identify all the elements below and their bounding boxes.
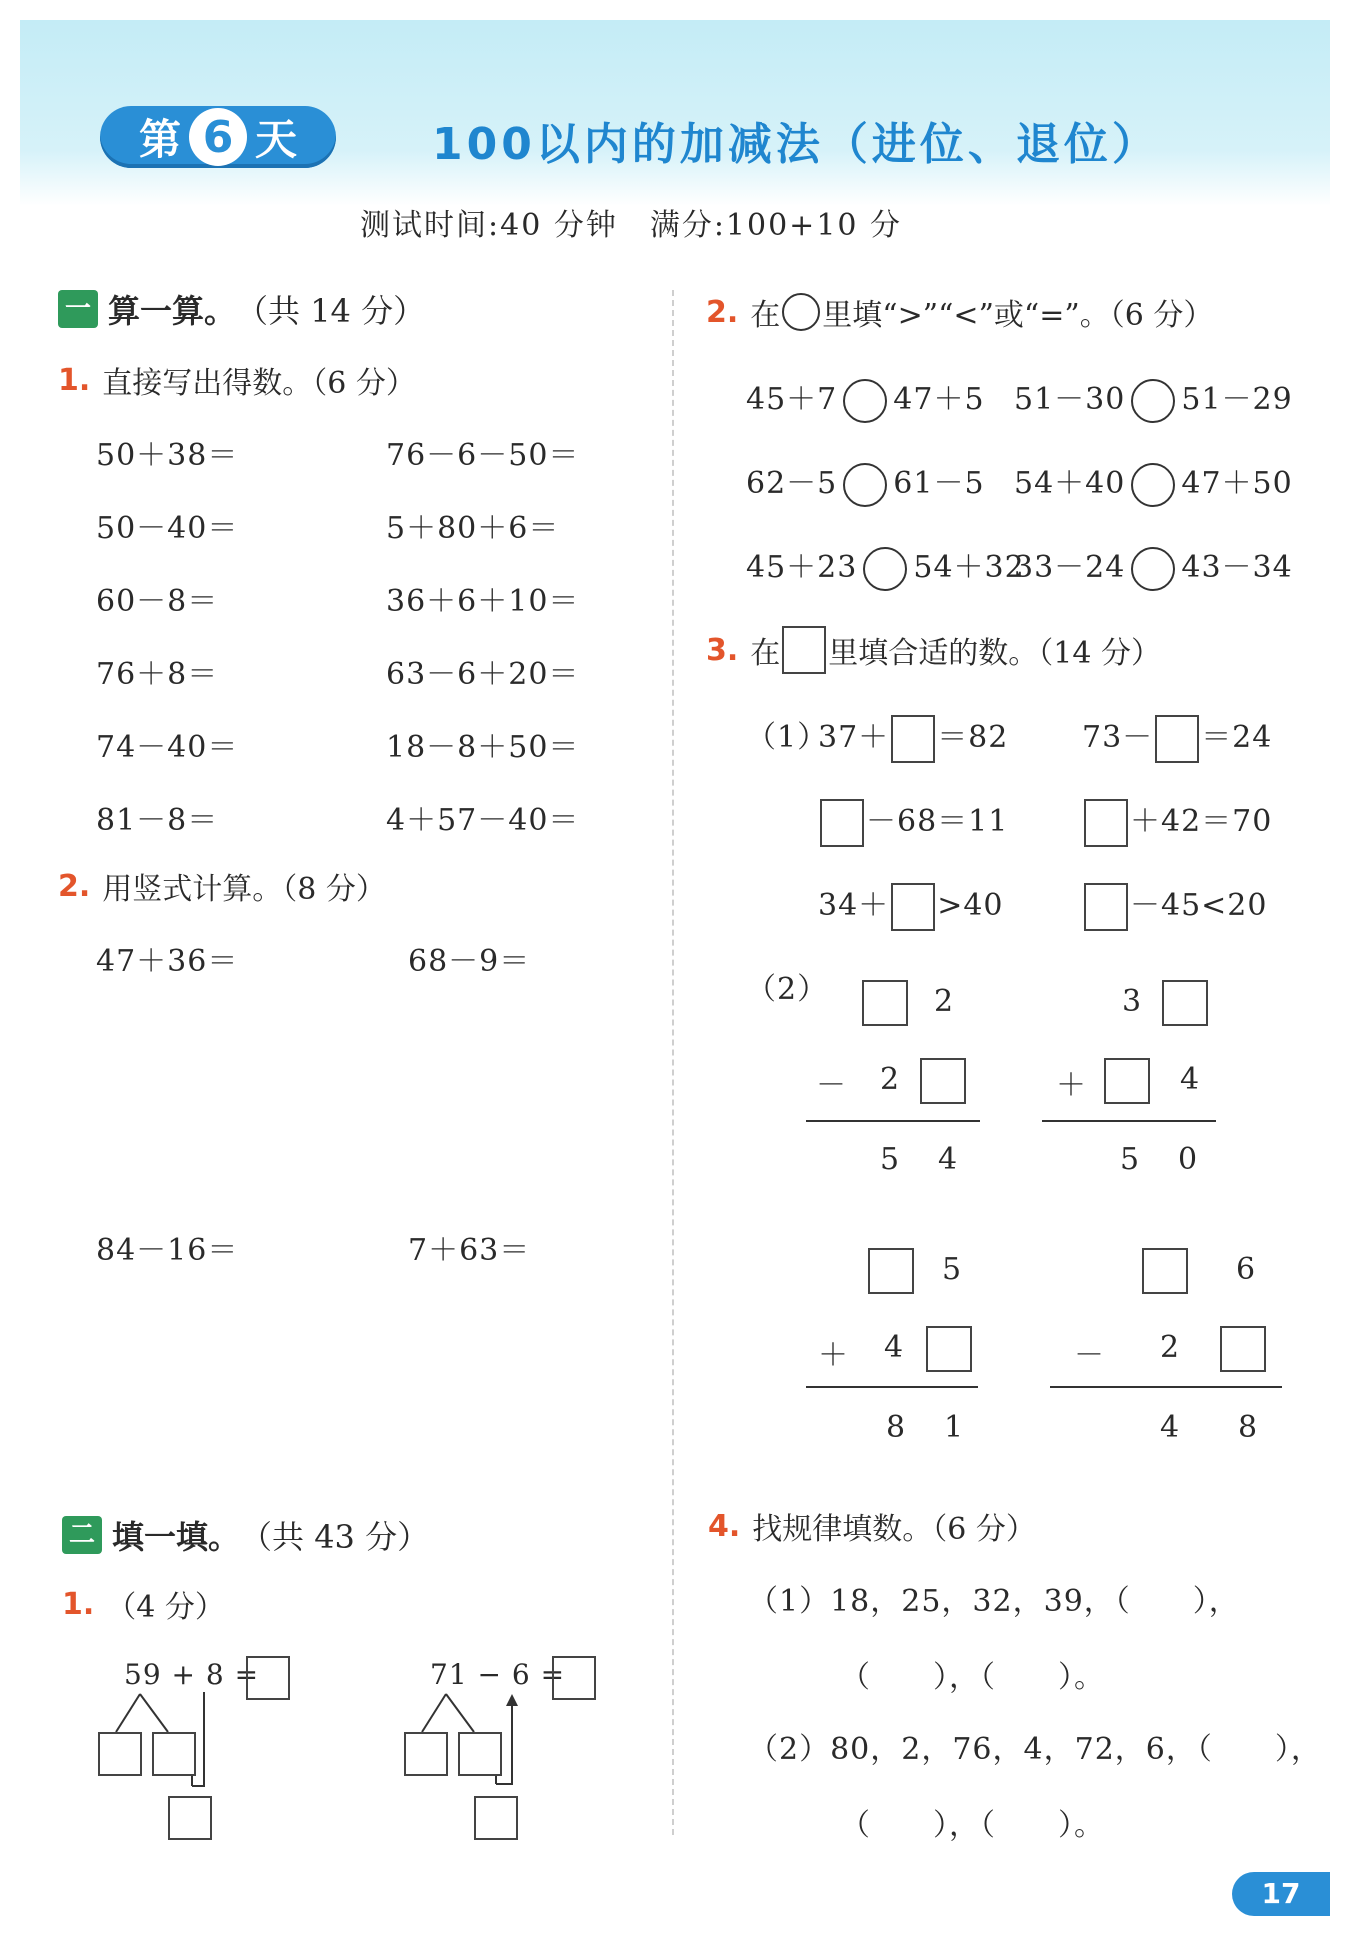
- section-1-index: 一: [58, 290, 98, 328]
- r-q3-title-post: 里填合适的数。（14 分）: [828, 636, 1161, 671]
- answer-box[interactable]: [474, 1796, 518, 1840]
- digit: 8: [1238, 1410, 1258, 1445]
- r-q2-title-post: 里填“>”“<”或“=”。（6 分）: [822, 298, 1214, 333]
- compare-row: [1014, 542, 1293, 591]
- answer-box[interactable]: [920, 1058, 966, 1104]
- fill-equation: [818, 796, 1008, 847]
- calc-item: 81－8＝: [96, 803, 219, 838]
- pattern-line: （1）18，25，32，39，（ ），: [748, 1584, 1240, 1619]
- answer-box[interactable]: [926, 1326, 972, 1372]
- s2-q1-number: 1.: [62, 1586, 95, 1622]
- answer-box[interactable]: [1142, 1248, 1188, 1294]
- answer-box[interactable]: [891, 715, 935, 763]
- compare-circle[interactable]: [1131, 379, 1175, 423]
- digit: 0: [1178, 1142, 1198, 1177]
- operator: －: [816, 1068, 846, 1103]
- s1-q2-title: 用竖式计算。（8 分）: [102, 872, 386, 907]
- r-q2-number: 2.: [706, 294, 739, 330]
- page-subtitle: 测试时间:40 分钟 满分:100+10 分: [360, 208, 903, 243]
- answer-box[interactable]: [1084, 799, 1128, 847]
- compare-circle[interactable]: [1131, 463, 1175, 507]
- calc-item: 4＋57－40＝: [386, 803, 580, 838]
- answer-box[interactable]: [862, 980, 908, 1026]
- eq-text: >40: [937, 888, 1004, 923]
- compare-right: 43－34: [1181, 550, 1293, 585]
- digit: 5: [880, 1142, 900, 1177]
- compare-row: [746, 374, 985, 423]
- eq-text: 34＋: [818, 888, 890, 923]
- calc-item: 76＋8＝: [96, 657, 219, 692]
- compare-right: 61－5: [893, 466, 985, 501]
- r-q3-part1-label: （1）: [746, 720, 829, 755]
- page-title: 100以内的加减法（进位、退位）: [432, 119, 1160, 170]
- calc-item: 50＋38＝: [96, 438, 239, 473]
- digit: 3: [1122, 984, 1142, 1019]
- answer-box[interactable]: [820, 799, 864, 847]
- answer-box[interactable]: [152, 1732, 196, 1776]
- answer-box[interactable]: [1104, 1058, 1150, 1104]
- calc-item: 36＋6＋10＝: [386, 584, 580, 619]
- eq-text: ＝24: [1201, 720, 1273, 755]
- answer-box[interactable]: [1220, 1326, 1266, 1372]
- digit: 8: [886, 1410, 906, 1445]
- s1-q2-heading: [58, 864, 386, 908]
- answer-box[interactable]: [404, 1732, 448, 1776]
- digit: 4: [1160, 1410, 1180, 1445]
- square-icon: [782, 626, 826, 674]
- calc-item: 76－6－50＝: [386, 438, 580, 473]
- compare-right: 47＋5: [893, 382, 985, 417]
- answer-box[interactable]: [1162, 980, 1208, 1026]
- answer-box[interactable]: [552, 1656, 596, 1700]
- answer-box[interactable]: [246, 1656, 290, 1700]
- s1-q1-number: 1.: [58, 362, 91, 398]
- compare-circle[interactable]: [1131, 547, 1175, 591]
- compare-row: [746, 458, 985, 507]
- sum-line: [1050, 1386, 1282, 1388]
- calc-item: 60－8＝: [96, 584, 219, 619]
- digit: 4: [1180, 1062, 1200, 1097]
- compare-row: [1014, 374, 1293, 423]
- eq-text: ＝82: [937, 720, 1009, 755]
- digit: 1: [944, 1410, 964, 1445]
- section-2-title: 填一填。: [112, 1518, 241, 1556]
- day-badge: [100, 106, 336, 168]
- fill-equation: [1082, 712, 1272, 763]
- r-q3-title-pre: 在: [750, 636, 781, 671]
- s2-q1-heading: [62, 1582, 225, 1626]
- badge-number: 6: [189, 108, 247, 166]
- calc-item: 63－6＋20＝: [386, 657, 580, 692]
- r-q3-heading: [706, 626, 1161, 674]
- calc-item: 74－40＝: [96, 730, 239, 765]
- section-1-points: （共 14 分）: [236, 292, 426, 330]
- section-2-heading: [62, 1512, 429, 1558]
- compare-right: 51－29: [1181, 382, 1293, 417]
- digit: 5: [942, 1252, 962, 1287]
- compare-right: 47＋50: [1181, 466, 1293, 501]
- vertical-calc-item: 47＋36＝: [96, 944, 239, 979]
- compare-circle[interactable]: [863, 547, 907, 591]
- s1-q1-title: 直接写出得数。（6 分）: [102, 366, 416, 401]
- compare-circle[interactable]: [843, 463, 887, 507]
- r-q2-heading: [706, 290, 1213, 334]
- digit: 5: [1120, 1142, 1140, 1177]
- compare-row: [1014, 458, 1293, 507]
- r-q2-title-pre: 在: [750, 298, 781, 333]
- answer-box[interactable]: [1155, 715, 1199, 763]
- answer-box[interactable]: [458, 1732, 502, 1776]
- eq-text: ＋42＝70: [1130, 804, 1273, 839]
- sum-line: [806, 1120, 980, 1122]
- decompose-expression-1: 59 + 8 =: [124, 1658, 260, 1691]
- digit: 6: [1236, 1252, 1256, 1287]
- eq-text: －45<20: [1130, 888, 1268, 923]
- eq-text: 73－: [1082, 720, 1154, 755]
- r-q4-title: 找规律填数。（6 分）: [752, 1512, 1036, 1547]
- circle-icon: [782, 293, 820, 331]
- digit: 4: [884, 1330, 904, 1365]
- compare-left: 45＋23: [746, 550, 858, 585]
- answer-box[interactable]: [868, 1248, 914, 1294]
- compare-circle[interactable]: [843, 379, 887, 423]
- operator: ＋: [818, 1338, 848, 1373]
- badge-prefix: 第: [138, 115, 181, 164]
- fill-equation: [1082, 880, 1267, 931]
- fill-equation: [818, 712, 1008, 763]
- digit: 2: [934, 984, 954, 1019]
- sum-line: [1042, 1120, 1216, 1122]
- r-q3-part2-label: （2）: [746, 972, 829, 1007]
- compare-left: 62－5: [746, 466, 838, 501]
- vertical-calc-item: 68－9＝: [408, 944, 531, 979]
- s1-q2-number: 2.: [58, 868, 91, 904]
- decompose-expression-2: 71 − 6 =: [430, 1658, 566, 1691]
- eq-text: －68＝11: [866, 804, 1009, 839]
- compare-right: 54＋32: [913, 550, 1025, 585]
- pattern-line: （2）80，2，76，4，72，6，（ ），: [748, 1732, 1322, 1767]
- compare-left: 54＋40: [1014, 466, 1126, 501]
- section-1-title: 算一算。: [108, 292, 237, 330]
- section-2-points: （共 43 分）: [240, 1518, 430, 1556]
- digit: 4: [938, 1142, 958, 1177]
- operator: ＋: [1056, 1068, 1086, 1103]
- answer-box[interactable]: [168, 1796, 212, 1840]
- section-1-heading: [58, 286, 425, 332]
- eq-text: 37＋: [818, 720, 890, 755]
- answer-box[interactable]: [98, 1732, 142, 1776]
- sum-line: [806, 1386, 978, 1388]
- calc-item: 50－40＝: [96, 511, 239, 546]
- compare-row: [746, 542, 1025, 591]
- digit: 2: [1160, 1330, 1180, 1365]
- calc-item: 5＋80＋6＝: [386, 511, 560, 546]
- operator: －: [1074, 1338, 1104, 1373]
- badge-suffix: 天: [255, 115, 298, 164]
- pattern-line: （ ），（ ）。: [840, 1660, 1105, 1695]
- answer-box[interactable]: [1084, 883, 1128, 931]
- r-q4-heading: [708, 1504, 1036, 1548]
- compare-left: 51－30: [1014, 382, 1126, 417]
- digit: 2: [880, 1062, 900, 1097]
- vertical-calc-item: 7＋63＝: [408, 1233, 531, 1268]
- column-divider: [672, 290, 674, 1835]
- compare-left: 45＋7: [746, 382, 838, 417]
- s2-q1-title: （4 分）: [106, 1590, 225, 1625]
- vertical-calc-item: 84－16＝: [96, 1233, 239, 1268]
- fill-equation: [1082, 796, 1272, 847]
- fill-equation: [818, 880, 1004, 931]
- r-q4-number: 4.: [708, 1508, 741, 1544]
- answer-box[interactable]: [891, 883, 935, 931]
- s1-q1-heading: [58, 358, 416, 402]
- r-q3-number: 3.: [706, 632, 739, 668]
- page-number: 17: [1232, 1872, 1330, 1916]
- pattern-line: （ ），（ ）。: [840, 1808, 1105, 1843]
- section-2-index: 二: [62, 1516, 102, 1554]
- compare-left: 33－24: [1014, 550, 1126, 585]
- calc-item: 18－8＋50＝: [386, 730, 580, 765]
